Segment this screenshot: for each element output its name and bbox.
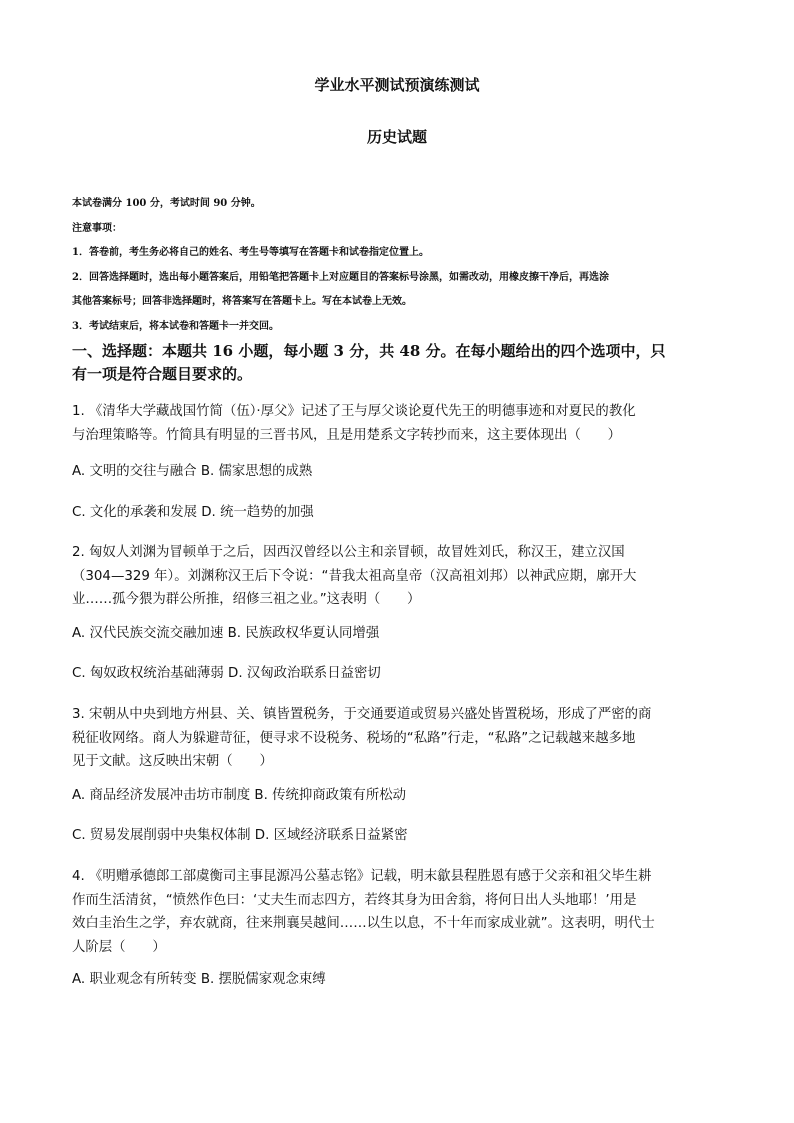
question-text-line: 效白圭治生之学，弃农就商，往来荆襄吴越间……以生以息，不十年而家成业就”。这表明，明代士: [72, 916, 655, 931]
question-text-line: 与治理策略等。竹简具有明显的三晋书风，且是用楚系文字转抄而来，这主要体现出（ ）: [72, 427, 622, 443]
question-text-line: 4. 《明赠承德郎工部虞衡司主事昆源冯公墓志铭》记载，明末歙县程胜恩有感于父亲和祖父毕生耕: [72, 869, 652, 884]
question-3-options-cd: C. 贸易发展削弱中央集权体制 D. 区域经济联系日益紧密: [72, 828, 408, 843]
section-heading: [72, 340, 732, 386]
question-text-line: 作而生活清贫，“愤然作色曰：‘丈夫生而志四方，若终其身为田舍翁，将何日出人头地耶！’用是: [72, 892, 637, 908]
instruction-item-2-cont: 其他答案标号；回答非选择题时，将答案写在答题卡上。写在本试卷上无效。: [72, 296, 412, 307]
question-2-options-cd: C. 匈奴政权统治基础薄弱 D. 汉匈政治联系日益密切: [72, 666, 381, 681]
page-subtitle: 历史试题: [366, 128, 427, 146]
question-text-line: 人阶层（ ）: [72, 939, 166, 955]
question-3-options-ab: A. 商品经济发展冲击坊市制度 B. 传统抑商政策有所松动: [72, 788, 406, 803]
instruction-item-2: 2．回答选择题时，选出每小题答案后，用铅笔把答题卡上对应题目的答案标号涂黑，如需改动，用橡皮擦干净后，再选涂: [72, 271, 609, 283]
question-4-stem: [72, 865, 732, 959]
instruction-heading: 注意事项：: [72, 222, 122, 234]
section-heading-line-2: 有一项是符合题目要求的。: [72, 365, 253, 383]
page-title: 学业水平测试预演练测试: [314, 76, 480, 94]
question-1-options-cd: C. 文化的承袭和发展 D. 统一趋势的加强: [72, 505, 314, 520]
question-text-line: 2. 匈奴人刘渊为冒顿单于之后，因西汉曾经以公主和亲冒顿，故冒姓刘氏，称汉王，建立汉国: [72, 545, 625, 560]
instruction-item-3: 3．考试结束后，将本试卷和答题卡一并交回。: [72, 320, 279, 332]
exam-instructions: [72, 192, 732, 339]
question-2-stem: [72, 541, 732, 612]
question-text-line: （304—329 年）。刘渊称汉王后下令说：“昔我太祖高皇帝（汉高祖刘邦）以神武应期，廓开大: [72, 568, 637, 584]
question-text-line: 见于文献。这反映出宋朝（ ）: [72, 754, 273, 769]
question-3-stem: [72, 703, 732, 774]
question-1-stem: [72, 400, 732, 447]
instruction-item-1: 1．答卷前，考生务必将自己的姓名、考生号等填写在答题卡和试卷指定位置上。: [72, 247, 429, 258]
question-2-options-ab: A. 汉代民族交流交融加速 B. 民族政权华夏认同增强: [72, 626, 380, 641]
question-1-options-ab: A. 文明的交往与融合 B. 儒家思想的成熟: [72, 464, 313, 479]
instruction-intro: 本试卷满分 100 分，考试时间 90 分钟。: [72, 198, 261, 209]
question-text-line: 1. 《清华大学藏战国竹简（伍）·厚父》记述了王与厚父谈论夏代先王的明德事迹和对夏民的教化: [72, 404, 636, 419]
question-text-line: 业……孤今猥为群公所推，绍修三祖之业。”这表明（ ）: [72, 592, 421, 607]
question-4-options-ab: A. 职业观念有所转变 B. 摆脱儒家观念束缚: [72, 972, 326, 987]
question-text-line: 3. 宋朝从中央到地方州县、关、镇皆置税务，于交通要道或贸易兴盛处皆置税场，形成了严密的商: [72, 707, 652, 722]
section-heading-line-1: 一、选择题：本题共 16 小题，每小题 3 分，共 48 分。在每小题给出的四个选项中，只: [72, 342, 666, 360]
question-text-line: 税征收网络。商人为躲避苛征，便寻求不设税务、税场的“私路”行走，“私路”之记载越来越多地: [72, 730, 636, 746]
